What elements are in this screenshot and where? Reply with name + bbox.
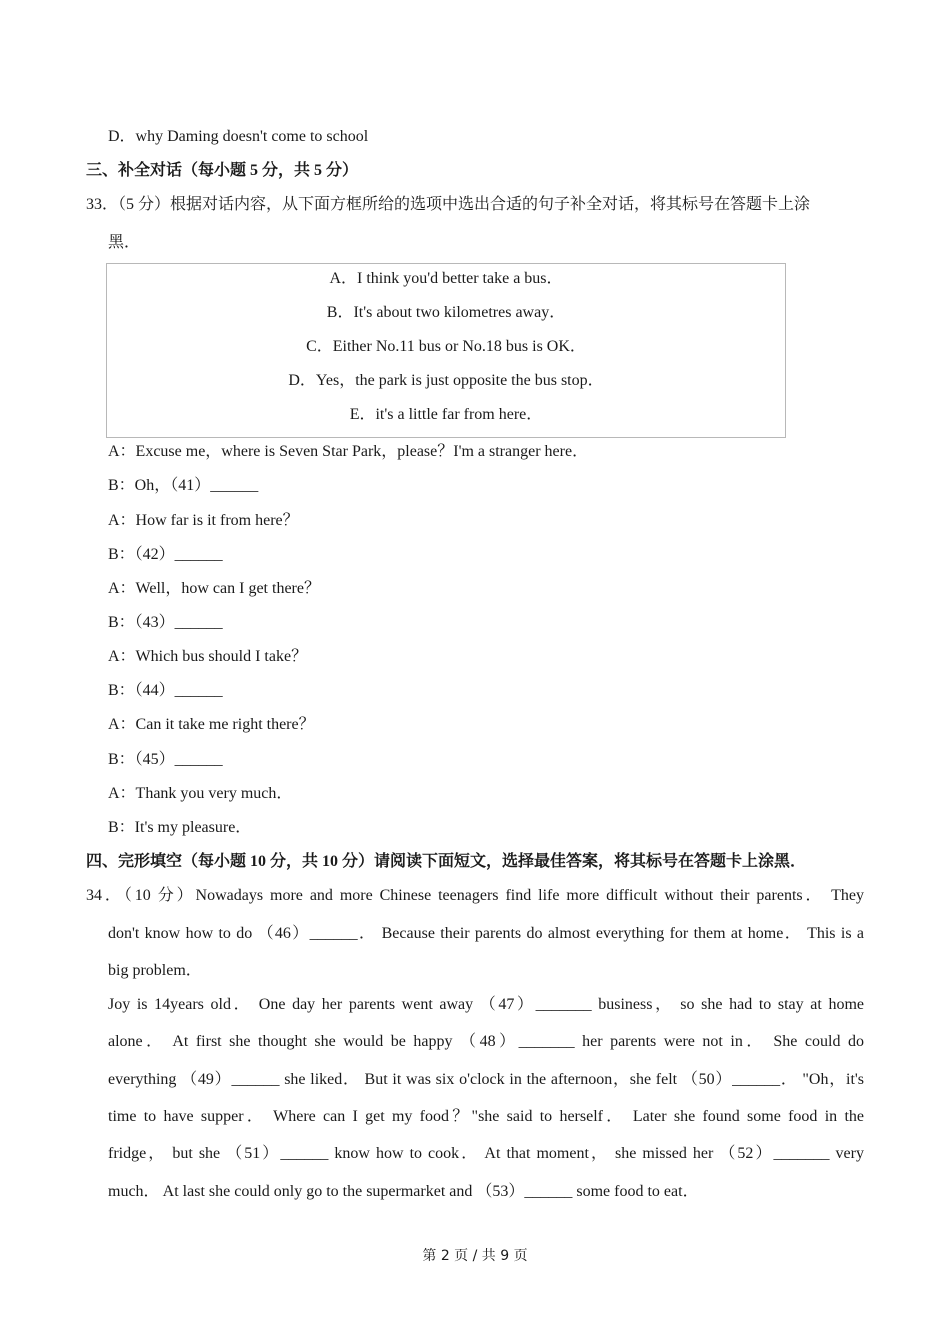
dialogue-line: B：It's my pleasure． [108, 819, 252, 836]
option-a: A．I think you'd better take a bus． [329, 270, 563, 287]
option-c: C．Either No.11 bus or No.18 bus is OK． [306, 338, 586, 355]
passage-line: big problem． [108, 962, 202, 979]
dialogue-line: A：How far is it from here？ [108, 512, 299, 529]
section-4-heading: 四、完形填空（每小题 10 分，共 10 分）请阅读下面短文，选择最佳答案，将其标号在答题卡上涂黑． [86, 853, 807, 870]
passage-line: alone． At first she thought she would be happy （48）_______ her parents were not in． She could do [108, 1033, 864, 1050]
passage-line: Joy is 14years old． One day her parents went away （47）_______ business， so she had to stay at home [108, 996, 864, 1013]
passage-line: fridge， but she （51）______ know how to cook． At that moment， she missed her （52）_______ very [108, 1145, 864, 1162]
dialogue-line: A：Which bus should I take？ [108, 648, 308, 665]
passage-line: don't know how to do （46）______． Because their parents do almost everything for them at home． This is a [108, 925, 864, 942]
passage-line: time to have supper． Where can I get my food？"she said to herself． Later she found some food in the [108, 1108, 864, 1125]
dialogue-line: B：（42）______ [108, 546, 223, 563]
question-33-prompt-line-2: 黑． [108, 234, 141, 251]
section-3-heading: 三、补全对话（每小题 5 分，共 5 分） [86, 162, 359, 179]
passage-line: much． At last she could only go to the supermarket and （53）______ some food to eat． [108, 1183, 699, 1200]
option-b: B．It's about two kilometres away． [326, 304, 566, 321]
question-33-prompt-line-1: 33．（5 分）根据对话内容，从下面方框所给的选项中选出合适的句子补全对话，将其标号在答题卡上涂 [86, 196, 811, 213]
page-footer: 第 2 页 / 共 9 页 [422, 1248, 528, 1264]
dialogue-line: B：（45）______ [108, 751, 223, 768]
dialogue-line: B：Oh，（41）______ [108, 477, 259, 494]
options-box [106, 263, 786, 438]
dialogue-line: A：Excuse me，where is Seven Star Park，please？I'm a stranger here． [108, 443, 589, 460]
dialogue-line: A：Thank you very much． [108, 785, 293, 802]
option-e: E．it's a little far from here． [349, 406, 543, 423]
dialogue-line: B：（44）______ [108, 682, 223, 699]
question-32-option-d: D．why Daming doesn't come to school [108, 128, 369, 145]
dialogue-line: A：Can it take me right there？ [108, 716, 315, 733]
dialogue-line: A：Well，how can I get there？ [108, 580, 320, 597]
dialogue-line: B：（43）______ [108, 614, 223, 631]
passage-line: everything （49）______ she liked． But it was six o'clock in the afternoon，she felt （50）______． "Oh，it's [108, 1071, 864, 1088]
option-d: D．Yes，the park is just opposite the bus stop． [288, 372, 604, 389]
passage-line: 34．（10 分）Nowadays more and more Chinese teenagers find life more difficult without their parents． They [86, 887, 864, 904]
